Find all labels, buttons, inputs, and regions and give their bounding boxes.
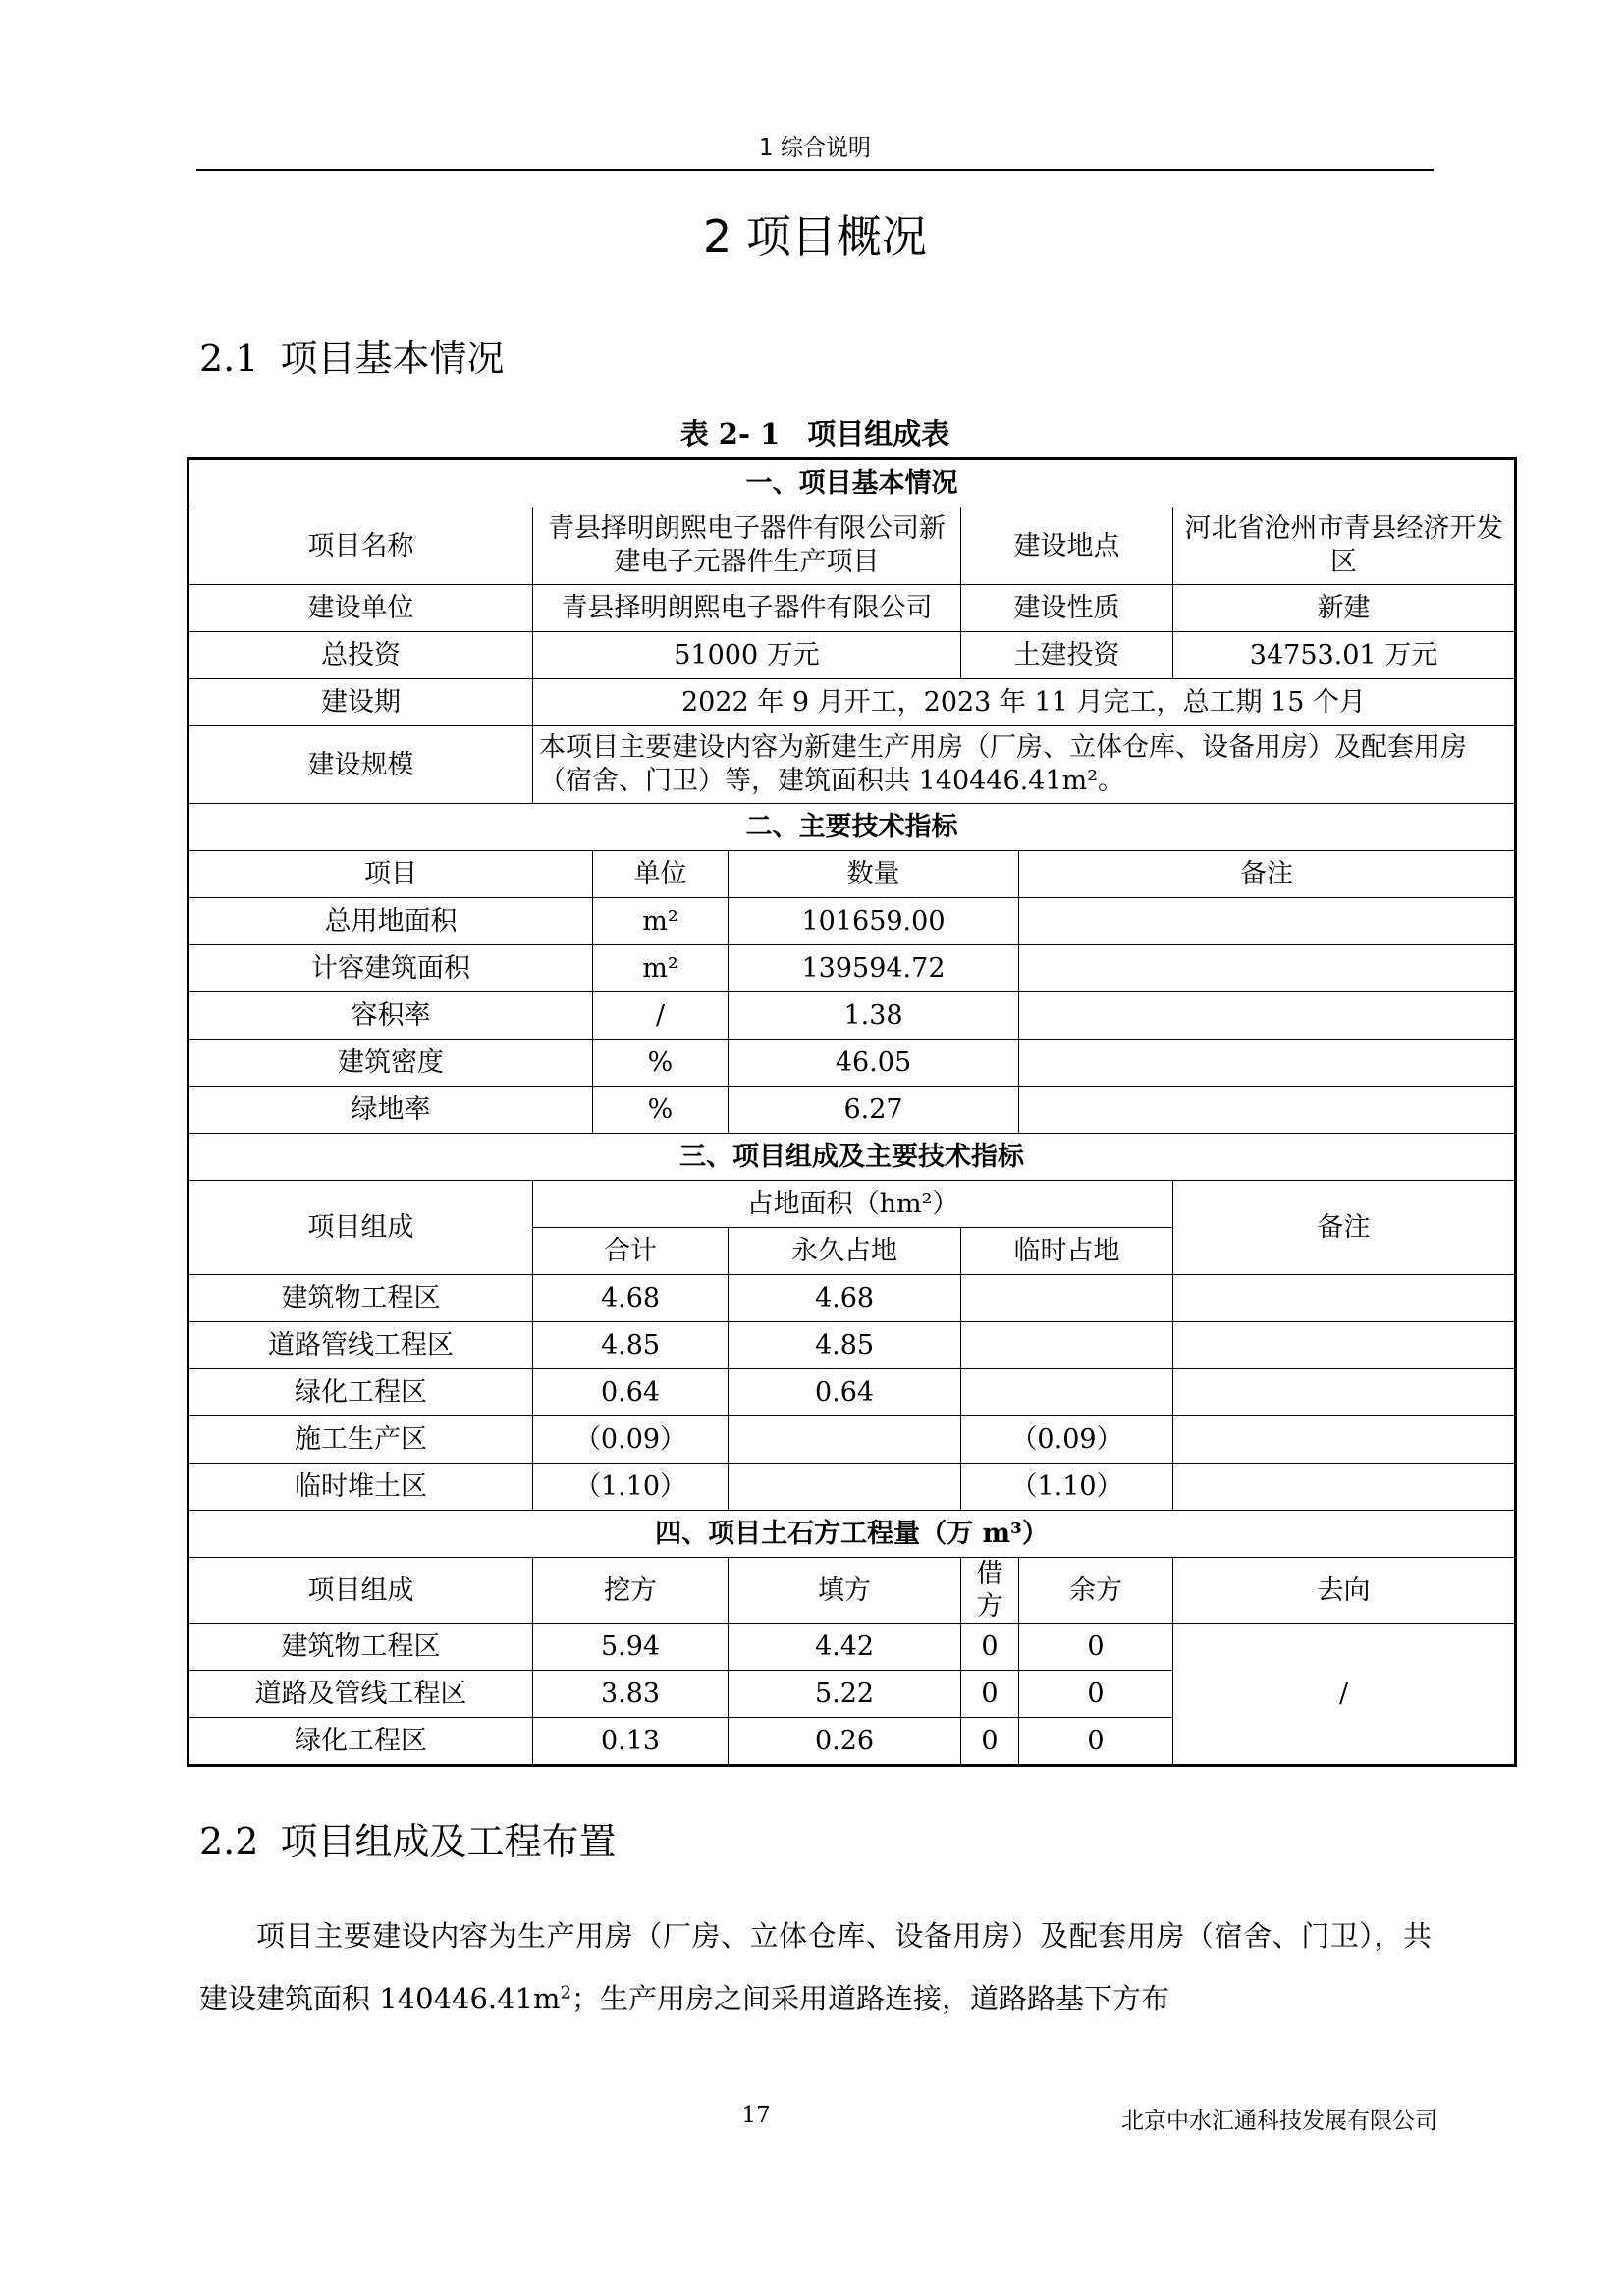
indicator-note <box>1019 945 1516 992</box>
area-permanent <box>729 1416 961 1464</box>
part3-heading-row <box>189 1134 1516 1181</box>
area-temporary <box>961 1275 1173 1322</box>
indicator-unit: / <box>593 992 729 1040</box>
indicator-note <box>1019 992 1516 1040</box>
indicator-note <box>1019 1087 1516 1134</box>
section-title-text: 项目组成及工程布置 <box>280 1820 617 1863</box>
earth-fill: 4.42 <box>729 1624 961 1671</box>
location-value: 河北省沧州市青县经济开发区 <box>1173 507 1516 585</box>
section-title-2-1 <box>199 328 504 382</box>
column-header-destination: 去向 <box>1173 1558 1516 1624</box>
civil-label: 土建投资 <box>961 632 1173 679</box>
table-row <box>189 945 1516 992</box>
indicator-qty: 139594.72 <box>729 945 1019 992</box>
scale-value: 本项目主要建设内容为新建生产用房（厂房、立体仓库、设备用房）及配套用房（宿舍、门卫）等，建筑面积共 140446.41m²。 <box>533 726 1516 804</box>
earth-fill: 5.22 <box>729 1671 961 1718</box>
column-header-note: 备注 <box>1173 1181 1516 1275</box>
period-value: 2022 年 9 月开工，2023 年 11 月完工，总工期 15 个月 <box>533 679 1516 726</box>
earth-borrow: 0 <box>961 1718 1019 1766</box>
area-total: 4.68 <box>533 1275 729 1322</box>
area-total: 0.64 <box>533 1369 729 1416</box>
area-permanent: 4.68 <box>729 1275 961 1322</box>
chapter-title: 2 项目概况 <box>703 210 927 263</box>
indicator-item: 计容建筑面积 <box>189 945 593 992</box>
table-row <box>189 585 1516 632</box>
nature-label: 建设性质 <box>961 585 1173 632</box>
area-temporary: （0.09） <box>961 1416 1173 1464</box>
area-note <box>1173 1464 1516 1511</box>
body-paragraph <box>199 1904 1432 2030</box>
table-row <box>189 1369 1516 1416</box>
earth-cut: 0.13 <box>533 1718 729 1766</box>
area-total: 4.85 <box>533 1322 729 1369</box>
indicator-note <box>1019 1040 1516 1087</box>
area-note <box>1173 1322 1516 1369</box>
part1-heading-row <box>189 459 1516 507</box>
table-row <box>189 1040 1516 1087</box>
project-composition-table <box>187 457 1517 1767</box>
table-row <box>189 1464 1516 1511</box>
table-caption-number: 表 2- 1 <box>679 417 781 451</box>
earth-surplus: 0 <box>1019 1718 1173 1766</box>
area-temporary <box>961 1369 1173 1416</box>
unit-value: 青县择明朗熙电子器件有限公司 <box>533 585 961 632</box>
area-component: 建筑物工程区 <box>189 1275 533 1322</box>
page-number: 17 <box>741 2103 771 2128</box>
part2-header-row <box>189 851 1516 898</box>
earth-borrow: 0 <box>961 1671 1019 1718</box>
earth-component: 建筑物工程区 <box>189 1624 533 1671</box>
earth-fill: 0.26 <box>729 1718 961 1766</box>
table-row <box>189 1624 1516 1671</box>
earth-surplus: 0 <box>1019 1624 1173 1671</box>
invest-label: 总投资 <box>189 632 533 679</box>
table-row <box>189 632 1516 679</box>
column-header-fill: 填方 <box>729 1558 961 1624</box>
area-component: 临时堆土区 <box>189 1464 533 1511</box>
indicator-item: 建筑密度 <box>189 1040 593 1087</box>
part2-heading: 二、主要技术指标 <box>189 804 1516 851</box>
area-note <box>1173 1275 1516 1322</box>
column-header-borrow: 借方 <box>961 1558 1019 1624</box>
unit-label: 建设单位 <box>189 585 533 632</box>
area-temporary <box>961 1322 1173 1369</box>
section-title-text: 项目基本情况 <box>280 337 505 380</box>
part1-heading: 一、项目基本情况 <box>189 459 1516 507</box>
indicator-qty: 46.05 <box>729 1040 1019 1087</box>
indicator-item: 总用地面积 <box>189 898 593 945</box>
table-row <box>189 1416 1516 1464</box>
location-label: 建设地点 <box>961 507 1173 585</box>
column-header-cut: 挖方 <box>533 1558 729 1624</box>
indicator-unit: m² <box>593 945 729 992</box>
part4-heading-row <box>189 1511 1516 1558</box>
table-row <box>189 726 1516 804</box>
earth-surplus: 0 <box>1019 1671 1173 1718</box>
running-header: 1 综合说明 <box>759 135 871 161</box>
area-component: 施工生产区 <box>189 1416 533 1464</box>
name-label: 项目名称 <box>189 507 533 585</box>
part2-heading-row <box>189 804 1516 851</box>
indicator-note <box>1019 898 1516 945</box>
header-rule <box>196 169 1434 171</box>
column-header-qty: 数量 <box>729 851 1019 898</box>
table-caption-title: 项目组成表 <box>807 417 950 451</box>
period-label: 建设期 <box>189 679 533 726</box>
earth-cut: 3.83 <box>533 1671 729 1718</box>
area-note <box>1173 1416 1516 1464</box>
column-header-component: 项目组成 <box>189 1558 533 1624</box>
area-component: 绿化工程区 <box>189 1369 533 1416</box>
nature-value: 新建 <box>1173 585 1516 632</box>
paragraph-text-a: 项目主要建设内容为生产用房（厂房、立体仓库、设备用房）及配套用房（宿舍、门卫），共建设建筑面积 140446.41m <box>199 1919 1432 2015</box>
name-value: 青县择明朗熙电子器件有限公司新建电子元器件生产项目 <box>533 507 961 585</box>
invest-value: 51000 万元 <box>533 632 961 679</box>
area-component: 道路管线工程区 <box>189 1322 533 1369</box>
section-title-2-2 <box>199 1811 616 1865</box>
indicator-qty: 6.27 <box>729 1087 1019 1134</box>
earth-destination: / <box>1173 1624 1516 1766</box>
scale-label: 建设规模 <box>189 726 533 804</box>
civil-value: 34753.01 万元 <box>1173 632 1516 679</box>
part3-heading: 三、项目组成及主要技术指标 <box>189 1134 1516 1181</box>
indicator-item: 绿地率 <box>189 1087 593 1134</box>
indicator-unit: m² <box>593 898 729 945</box>
column-header-item: 项目 <box>189 851 593 898</box>
area-permanent <box>729 1464 961 1511</box>
earth-borrow: 0 <box>961 1624 1019 1671</box>
column-header-note: 备注 <box>1019 851 1516 898</box>
indicator-item: 容积率 <box>189 992 593 1040</box>
indicator-unit: % <box>593 1040 729 1087</box>
table-caption <box>196 412 1434 453</box>
area-temporary: （1.10） <box>961 1464 1173 1511</box>
table-row <box>189 507 1516 585</box>
table-row <box>189 1275 1516 1322</box>
area-permanent: 0.64 <box>729 1369 961 1416</box>
area-total: （0.09） <box>533 1416 729 1464</box>
section-number: 2.2 <box>199 1820 259 1863</box>
column-header-temporary: 临时占地 <box>961 1228 1173 1275</box>
column-header-permanent: 永久占地 <box>729 1228 961 1275</box>
part4-header-row <box>189 1558 1516 1624</box>
column-header-component: 项目组成 <box>189 1181 533 1275</box>
area-note <box>1173 1369 1516 1416</box>
table-row <box>189 1087 1516 1134</box>
footer-company: 北京中水汇通科技发展有限公司 <box>1121 2109 1437 2134</box>
section-number: 2.1 <box>199 337 259 380</box>
earth-cut: 5.94 <box>533 1624 729 1671</box>
column-header-area: 占地面积（hm²） <box>533 1181 1173 1228</box>
earth-component: 绿化工程区 <box>189 1718 533 1766</box>
part4-heading: 四、项目土石方工程量（万 m³） <box>189 1511 1516 1558</box>
table-row <box>189 1322 1516 1369</box>
table-row <box>189 898 1516 945</box>
column-header-unit: 单位 <box>593 851 729 898</box>
earth-component: 道路及管线工程区 <box>189 1671 533 1718</box>
indicator-qty: 101659.00 <box>729 898 1019 945</box>
table-row <box>189 679 1516 726</box>
indicator-unit: % <box>593 1087 729 1134</box>
paragraph-superscript: 2 <box>560 1982 571 2003</box>
area-permanent: 4.85 <box>729 1322 961 1369</box>
part3-header-row <box>189 1181 1516 1228</box>
table-row <box>189 992 1516 1040</box>
column-header-surplus: 余方 <box>1019 1558 1173 1624</box>
paragraph-text-b: ；生产用房之间采用道路连接，道路路基下方布 <box>571 1982 1170 2015</box>
area-total: （1.10） <box>533 1464 729 1511</box>
indicator-qty: 1.38 <box>729 992 1019 1040</box>
column-header-total: 合计 <box>533 1228 729 1275</box>
